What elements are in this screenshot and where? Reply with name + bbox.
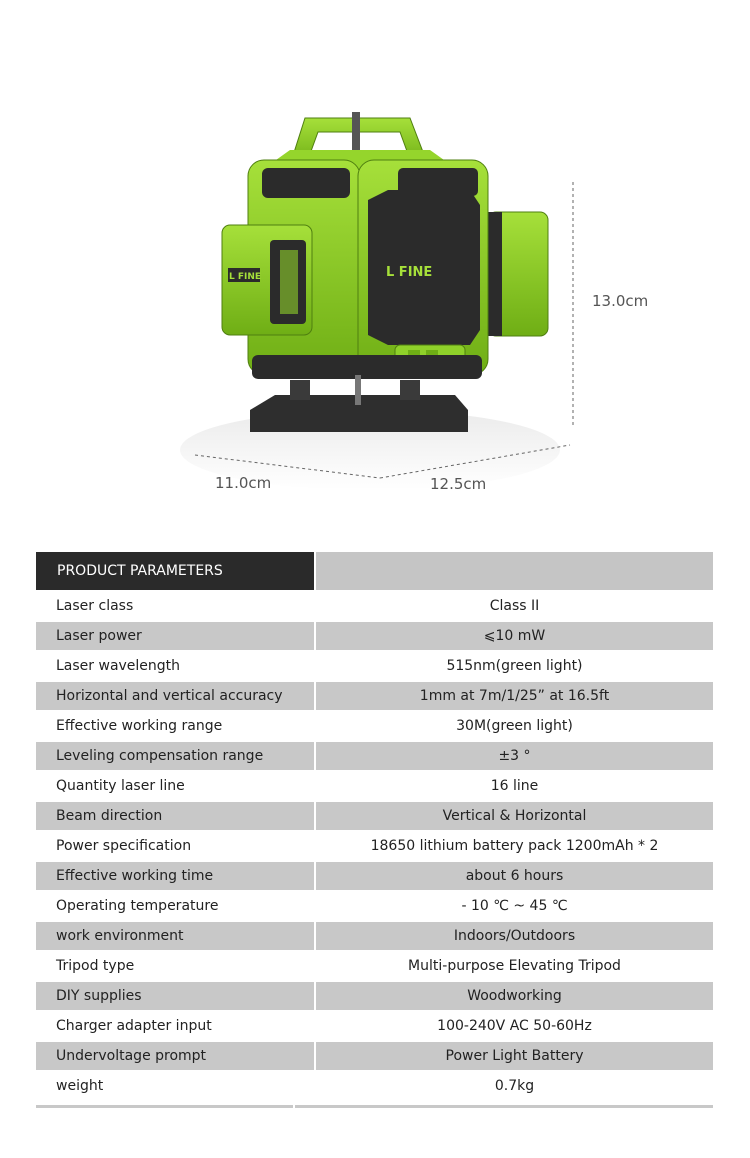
parameter-value: ⩽10 mW xyxy=(316,622,713,650)
parameter-label: Laser power xyxy=(36,622,314,650)
parameter-value: Class II xyxy=(489,598,540,614)
table-row xyxy=(36,982,713,1010)
table-row xyxy=(36,622,713,650)
table-row xyxy=(36,1072,713,1100)
parameter-label: Operating temperature xyxy=(56,898,219,914)
table-row xyxy=(36,712,713,740)
parameter-value: Multi-purpose Elevating Tripod xyxy=(408,958,621,974)
parameter-label: Power specification xyxy=(56,838,192,854)
parameter-label: Charger adapter input xyxy=(56,1018,212,1034)
parameter-value: 18650 lithium battery pack 1200mAh * 2 xyxy=(370,838,659,854)
parameter-value: 16 line xyxy=(490,778,539,794)
table-row xyxy=(36,742,713,770)
product-image-area xyxy=(0,0,750,545)
table-row xyxy=(36,952,713,980)
parameter-label: Effective working time xyxy=(36,862,314,890)
parameter-label: Horizontal and vertical accuracy xyxy=(36,682,314,710)
table-row xyxy=(36,832,713,860)
table-row xyxy=(36,922,713,950)
table-row xyxy=(36,802,713,830)
brand-logo: L FINE xyxy=(386,265,433,280)
parameter-label: DIY supplies xyxy=(36,982,314,1010)
width-dimension-label: 11.0cm xyxy=(215,474,272,492)
table-row xyxy=(36,1042,713,1070)
laser-level-product-image xyxy=(0,0,750,545)
parameter-value: - 10 ℃ ~ 45 ℃ xyxy=(461,898,568,914)
parameter-value: 100-240V AC 50-60Hz xyxy=(437,1018,592,1034)
product-parameters-table xyxy=(36,552,713,1100)
parameters-header xyxy=(36,552,713,590)
parameter-label: Quantity laser line xyxy=(56,778,185,794)
parameter-label: weight xyxy=(56,1078,104,1094)
parameter-label: Effective working range xyxy=(56,718,223,734)
table-row xyxy=(36,1012,713,1040)
table-row xyxy=(36,862,713,890)
table-row xyxy=(36,682,713,710)
table-row xyxy=(36,592,713,620)
depth-dimension-label: 12.5cm xyxy=(430,475,487,493)
parameter-label: Undervoltage prompt xyxy=(36,1042,314,1070)
height-dimension-label: 13.0cm xyxy=(592,292,649,310)
parameters-title: PRODUCT PARAMETERS xyxy=(36,552,314,590)
parameter-label: work environment xyxy=(36,922,314,950)
table-row xyxy=(36,652,713,680)
parameter-value: about 6 hours xyxy=(316,862,713,890)
parameter-label: Leveling compensation range xyxy=(36,742,314,770)
parameter-value: ±3 ° xyxy=(316,742,713,770)
parameter-value: Indoors/Outdoors xyxy=(316,922,713,950)
parameter-value: 515nm(green light) xyxy=(446,658,583,674)
table-row xyxy=(36,892,713,920)
parameter-value: 0.7kg xyxy=(494,1078,535,1094)
parameter-label: Tripod type xyxy=(56,958,135,974)
svg-text:L FINE: L FINE xyxy=(229,272,262,282)
parameter-value: 1mm at 7m/1/25” at 16.5ft xyxy=(316,682,713,710)
parameter-label: Laser class xyxy=(56,598,134,614)
parameter-value: 30M(green light) xyxy=(456,718,573,734)
parameter-value: Vertical & Horizontal xyxy=(316,802,713,830)
table-row xyxy=(36,772,713,800)
parameter-value: Power Light Battery xyxy=(316,1042,713,1070)
parameter-label: Laser wavelength xyxy=(56,658,181,674)
parameter-value: Woodworking xyxy=(316,982,713,1010)
table-bottom-border xyxy=(36,1105,713,1108)
parameter-label: Beam direction xyxy=(36,802,314,830)
